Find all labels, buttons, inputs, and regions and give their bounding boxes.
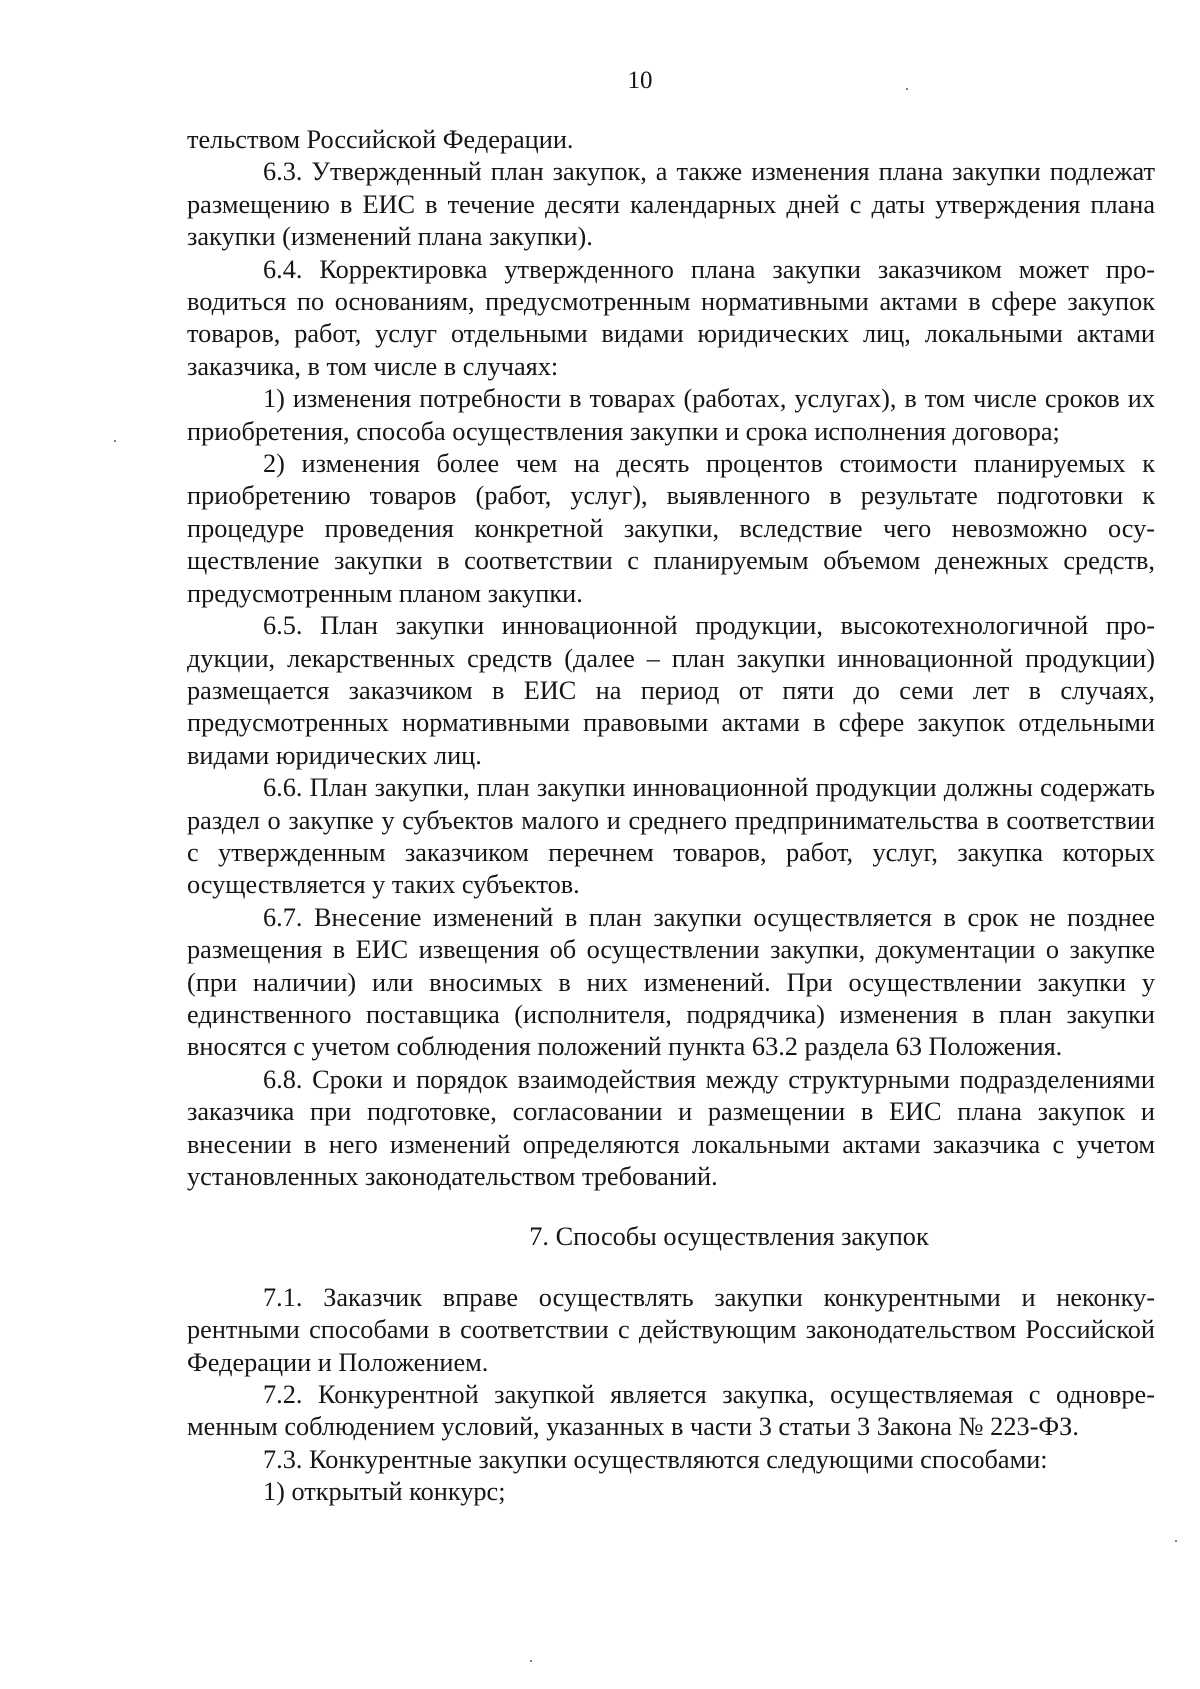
paragraph-6-4-item-1: 1) изменения потребности в товарах (работах, услугах), в том числе сроков их приобретения, способа осуществления закупки и срока исполнения договора; (187, 384, 1155, 446)
scan-speck (1175, 1540, 1177, 1542)
paragraph-6-6: 6.6. План закупки, план закупки инновационной продукции должны содержать раздел о закупке у субъектов малого и среднего предпринимательства в соответствии с утвержденным заказчиком перечнем товаров, работ, услуг, закупка которых осуществляется у таких субъектов. (187, 773, 1155, 900)
paragraph-6-3: 6.3. Утвержденный план закупок, а также изменения плана закупки подлежат размещению в ЕИС в течение десяти календарных дней с даты утверждения плана закупки (изменений плана закупки). (187, 157, 1155, 252)
paragraph-6-8: 6.8. Сроки и порядок взаимодействия между структурными подразделениями заказчика при подготовке, согласовании и размещении в ЕИС плана закупок и внесении в него изменений определяются локальными актами заказчика с учетом установленных законодательством требований. (187, 1064, 1155, 1191)
spacer (187, 1254, 1155, 1282)
page-number: 10 (627, 67, 653, 94)
section-7-heading: 7. Способы осуществления закупок (529, 1222, 929, 1252)
scan-speck (114, 440, 116, 442)
paragraph-6-4: 6.4. Корректировка утвержденного плана закупки заказчиком может проводиться по основаниям, предусмотренным нормативными актами в сфере закупок товаров, работ, услуг отдельными видами юридических лиц, локальными актами заказчика, в том числе в случаях: (187, 254, 1155, 381)
paragraph-6-4-item-2: 2) изменения более чем на десять процентов стоимости планируемых к приобретению товаров (работ, услуг), выявленного в результате подготовки к процедуре проведения конкретной закупки, вследствие чего невозможно осуществление закупки в соответствии с планируемым объемом денежных средств, предусмотренным планом закупки. (187, 449, 1155, 608)
paragraph-6-7: 6.7. Внесение изменений в план закупки осуществляется в срок не позднее размещения в ЕИС извещения об осуществлении закупки, документации о закупке (при наличии) или вносимых в них изменений. При осуществлении закупки у единственного поставщика (исполнителя, подрядчика) изменения в план закупки вносятся с учетом соблюдения положений пункта 63.2 раздела 63 Положения. (187, 902, 1155, 1062)
paragraph-7-1: 7.1. Заказчик вправе осуществлять закупки конкурентными и неконкурентными способами в соответствии с действующим законодательством Российской Федерации и Положением. (187, 1282, 1155, 1377)
paragraph-6-5: 6.5. План закупки инновационной продукции, высокотехнологичной продукции, лекарственных средств (далее – план закупки инновационной продукции) размещается заказчиком в ЕИС на период от пяти до семи лет в случаях, предусмотренных нормативными правовыми актами в сфере закупок отдельными видами юридических лиц. (187, 611, 1155, 770)
paragraph-7-3-item-1: 1) открытый конкурс; (263, 1477, 506, 1507)
paragraph-7-2: 7.2. Конкурентной закупкой является закупка, осуществляемая с одновременным соблюдением условий, указанных в части 3 статьи 3 Закона № 223-ФЗ. (187, 1380, 1155, 1442)
spacer (187, 1193, 1155, 1221)
scan-speck (906, 88, 908, 90)
scan-speck (530, 1660, 532, 1662)
document-body (187, 124, 1155, 1509)
paragraph-continuation: тельством Российской Федерации. (187, 125, 574, 154)
paragraph-7-3: 7.3. Конкурентные закупки осуществляются следующими способами: (263, 1444, 1048, 1474)
